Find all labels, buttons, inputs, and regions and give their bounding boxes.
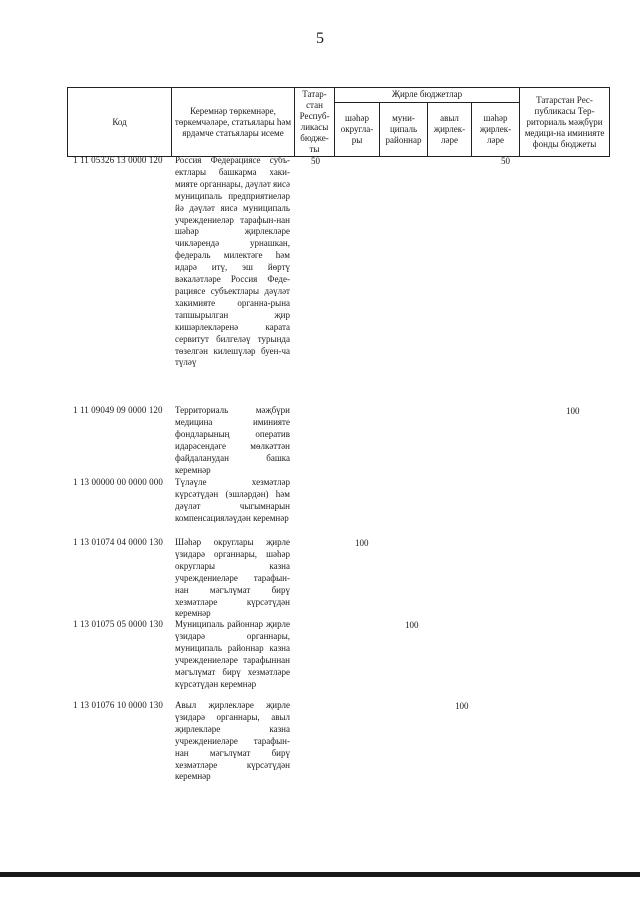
row-code: 1 13 01074 04 0000 130 bbox=[73, 537, 163, 547]
header-medical-fund: Татарстан Рес-публикасы Тер-риториаль мәҗбүри медици-на иминияте фонды бюджеты bbox=[520, 88, 610, 157]
row-code: 1 11 09049 09 0000 120 bbox=[73, 405, 163, 415]
value-rural-settlements: 100 bbox=[455, 701, 469, 711]
value-republic: 50 bbox=[311, 156, 320, 166]
header-city-districts: шәһәр округла-ры bbox=[335, 102, 380, 156]
row-description: Муниципаль районнар җирле үзидарә органнары, муниципаль районнар казна учреждениеләре тарафыннан мәгълүмат бирү хезмәтләре күрсәтүдән керемнәр bbox=[175, 619, 290, 689]
row-code: 1 13 00000 00 0000 000 bbox=[73, 477, 163, 487]
value-municipal-districts: 100 bbox=[405, 620, 419, 630]
header-republic-budget: Татар-стан Респуб-ликасы бюдже-ты bbox=[295, 88, 335, 157]
row-code: 1 13 01075 05 0000 130 bbox=[73, 619, 163, 629]
header-rural-settlements: авыл җирлек-ләре bbox=[428, 102, 472, 156]
header-urban-settlements: шәһәр җирлек-ләре bbox=[472, 102, 520, 156]
page-number: 5 bbox=[316, 30, 324, 47]
row-description: Авыл җирлекләре җирле үзидарә органнары, авыл җирлекләре казна учреждениеләре тарафын-нан мәгълүмат бирү хезмәтләре күрсәтүдән керемнәр bbox=[175, 700, 290, 782]
scan-edge-bar bbox=[0, 872, 640, 877]
header-local-budgets: Җирле бюджетлар bbox=[335, 88, 520, 103]
value-city-districts: 100 bbox=[355, 538, 369, 548]
table-header bbox=[67, 87, 610, 157]
row-code: 1 11 05326 13 0000 120 bbox=[73, 155, 163, 165]
value-urban-settlements: 50 bbox=[501, 156, 510, 166]
header-municipal-districts: муни-ципаль районнар bbox=[380, 102, 428, 156]
row-description: Түләүле хезмәтләр күрсәтүдән (эшләрдән) һәм дәүләт чыгымнарын компенсацияләүдән керемнәр bbox=[175, 477, 290, 523]
header-name: Керемнәр төркемнәре, төркемчәләре, статьялары һәм ярдәмче статьялары исеме bbox=[172, 88, 295, 157]
row-description: Россия Федерациясе субъ-ектлары башкарма хаки-мияте органнары, дәүләт яисә муниципаль предприятиеләр йә дәүләт яисә муниципаль учреждениеләр тарафын-нан шәһәр җирлекләре чикләрендә урнашкан, федераль милектәге һәм идарә итү, эш йөртү вәкаләтләре Россия Феде-рациясе субъектлары дәүләт хакимияте органна-рына тапшырылган җир кишәрлекләренә карата сервитут билгеләү турында төзелгән килешүләр буен-ча түләү bbox=[175, 155, 290, 368]
header-code: Код bbox=[68, 88, 172, 157]
value-medical-fund: 100 bbox=[566, 406, 580, 416]
row-description: Территориаль мәҗбүри медицина иминияте фондларының оператив идарәсендәге мөлкәттән файдаланудан башка керемнәр bbox=[175, 405, 290, 475]
row-description: Шәһәр округлары җирле үзидарә органнары, шәһәр округлары казна учреждениеләре тарафын-нан мәгълүмат бирү хезмәтләре күрсәтүдән керемнәр bbox=[175, 537, 290, 619]
row-code: 1 13 01076 10 0000 130 bbox=[73, 700, 163, 710]
